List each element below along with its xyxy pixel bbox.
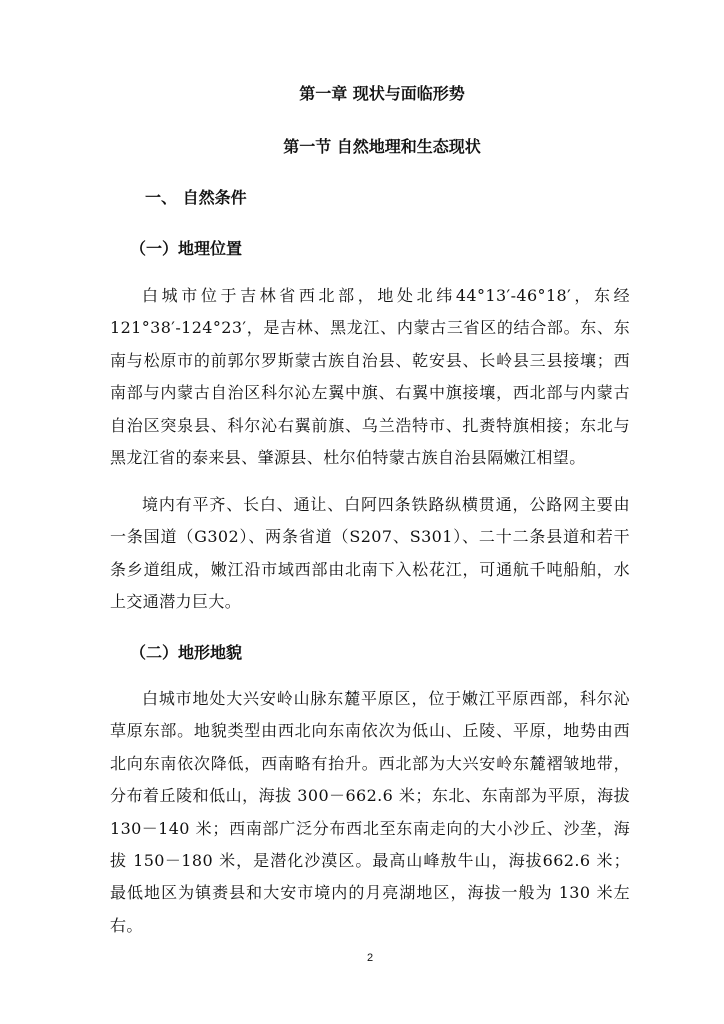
page-number: 2	[366, 952, 374, 964]
paragraph-location: 白城市位于吉林省西北部，地处北纬44°13′-46°18′，东经121°38′-124°23′，是吉林、黑龙江、内蒙古三省区的结合部。东、东南与松原市的前郭尔罗斯蒙古族自治县、乾安县、长岭县三县接壤；西南部与内蒙古自治区科尔沁左翼中旗、右翼中旗接壤，西北部与内蒙古自治区突泉县、科尔沁右翼前旗、乌兰浩特市、扎赉特旗相接；东北与黑龙江省的泰来县、肇源县、杜尔伯特蒙古族自治县隔嫩江相望。	[110, 286, 630, 468]
paragraph-transport: 境内有平齐、长白、通让、白阿四条铁路纵横贯通，公路网主要由一条国道（G302）、两条省道（S207、S301）、二十二条县道和若干条乡道组成，嫩江沿市域西部由北南下入松花江，可通航千吨船舶，水上交通潜力巨大。	[110, 495, 630, 612]
section-title: 第一节 自然地理和生态现状	[283, 137, 481, 156]
heading-landform: （二）地形地貌	[130, 643, 243, 662]
paragraph-landform: 白城市地处大兴安岭山脉东麓平原区，位于嫩江平原西部，科尔沁草原东部。地貌类型由西北向东南依次为低山、丘陵、平原，地势由西北向东南依次降低，西南略有抬升。西北部为大兴安岭东麓褶皱地带，分布着丘陵和低山，海拔 300－662.6 米；东北、东南部为平原，海拔 130－140 米；西南部广泛分布西北至东南走向的大小沙丘、沙垄，海拔 150－180 米，是潜化沙漠区。最高山峰敖牛山，海拔662.6 米；最低地区为镇赉县和大安市境内的月亮湖地区，海拔一般为 130 米左右。	[110, 689, 630, 935]
heading-natural-conditions: 一、 自然条件	[145, 188, 247, 207]
chapter-title: 第一章 现状与面临形势	[299, 84, 465, 103]
heading-geographic-location: （一）地理位置	[130, 239, 243, 258]
